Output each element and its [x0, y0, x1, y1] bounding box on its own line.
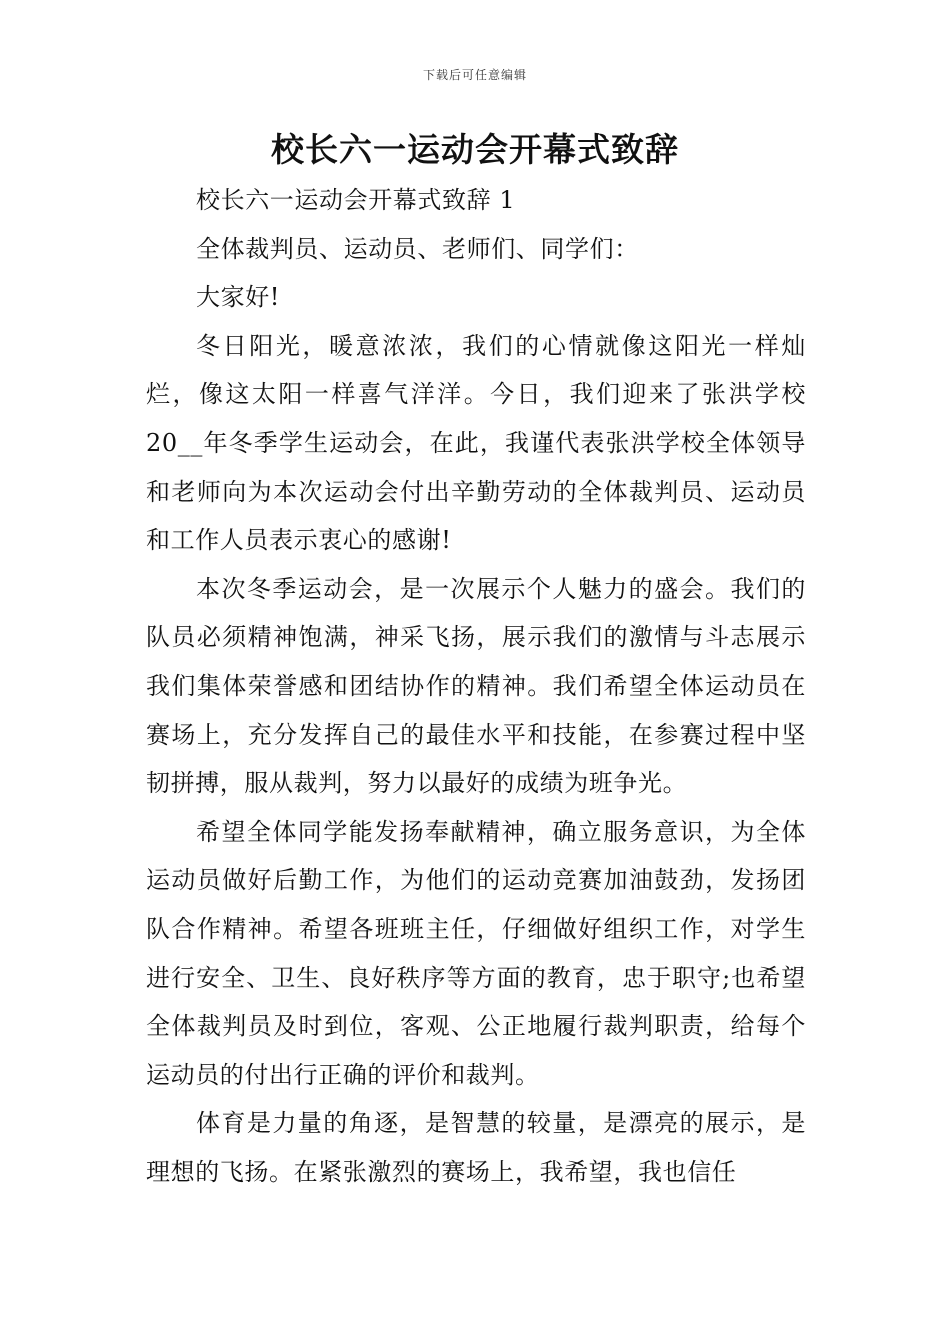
document-title: 校长六一运动会开幕式致辞	[271, 130, 679, 169]
subtitle-paragraph: 校长六一运动会开幕式致辞 1	[196, 186, 516, 214]
document-body	[146, 176, 806, 1196]
salutation-paragraph: 全体裁判员、运动员、老师们、同学们：	[196, 234, 639, 263]
body-paragraph: 本次冬季运动会，是一次展示个人魅力的盛会。我们的队员必须精神饱满，神采飞扬，展示我们的激情与斗志展示我们集体荣誉感和团结协作的精神。我们希望全体运动员在赛场上，充分发挥自己的最佳水平和技能，在参赛过程中坚韧拼搏，服从裁判，努力以最好的成绩为班争光。	[146, 574, 806, 798]
body-paragraph: 体育是力量的角逐，是智慧的较量，是漂亮的展示，是理想的飞扬。在紧张激烈的赛场上，我希望，我也信任	[146, 1109, 806, 1186]
body-paragraph: 冬日阳光，暖意浓浓，我们的心情就像这阳光一样灿烂，像这太阳一样喜气洋洋。今日，我们迎来了张洪学校20__年冬季学生运动会，在此，我谨代表张洪学校全体领导和老师向为本次运动会付出辛勤劳动的全体裁判员、运动员和工作人员表示衷心的感谢!	[146, 331, 806, 555]
body-paragraph: 希望全体同学能发扬奉献精神，确立服务意识，为全体运动员做好后勤工作，为他们的运动竞赛加油鼓劲，发扬团队合作精神。希望各班班主任，仔细做好组织工作，对学生进行安全、卫生、良好秩序等方面的教育，忠于职守;也希望全体裁判员及时到位，客观、公正地履行裁判职责，给每个运动员的付出行正确的评价和裁判。	[146, 817, 806, 1089]
header-note: 下载后可任意编辑	[422, 68, 527, 82]
greeting-paragraph: 大家好!	[196, 283, 281, 312]
